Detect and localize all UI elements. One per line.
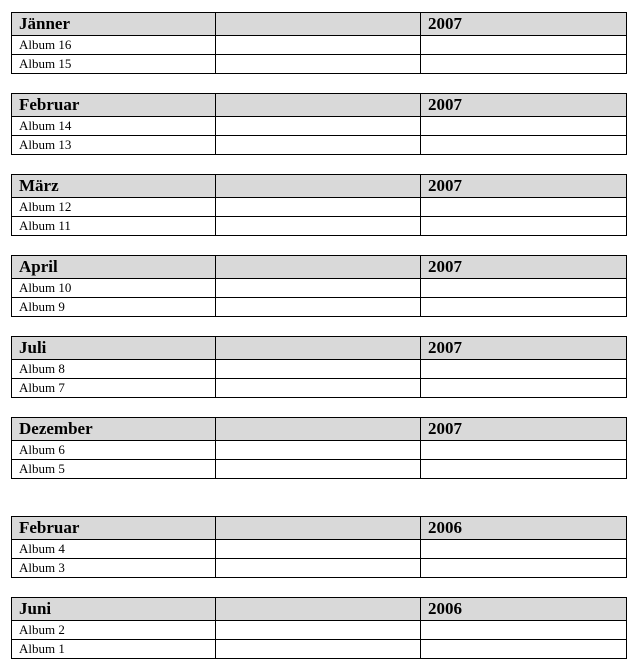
year-cell: 2007 — [421, 175, 627, 198]
empty-cell — [421, 136, 627, 155]
album-name: Album 8 — [12, 360, 216, 379]
month-name: März — [12, 175, 216, 198]
empty-cell — [421, 460, 627, 479]
empty-cell — [216, 460, 421, 479]
empty-cell — [421, 640, 627, 659]
album-name: Album 10 — [12, 279, 216, 298]
table-row — [12, 279, 627, 298]
album-name: Album 15 — [12, 55, 216, 74]
table-row — [12, 621, 627, 640]
header-empty-cell — [216, 517, 421, 540]
album-name: Album 4 — [12, 540, 216, 559]
table-row — [12, 460, 627, 479]
month-name: Juni — [12, 598, 216, 621]
year-cell: 2007 — [421, 337, 627, 360]
year-cell: 2007 — [421, 418, 627, 441]
empty-cell — [216, 198, 421, 217]
album-name: Album 7 — [12, 379, 216, 398]
album-name: Album 11 — [12, 217, 216, 236]
month-header-row — [12, 517, 627, 540]
empty-cell — [216, 117, 421, 136]
empty-cell — [421, 379, 627, 398]
table-row — [12, 117, 627, 136]
album-name: Album 14 — [12, 117, 216, 136]
album-name: Album 9 — [12, 298, 216, 317]
album-name: Album 6 — [12, 441, 216, 460]
month-table — [11, 516, 627, 578]
table-row — [12, 640, 627, 659]
album-name: Album 2 — [12, 621, 216, 640]
empty-cell — [421, 441, 627, 460]
month-name: Juli — [12, 337, 216, 360]
empty-cell — [216, 379, 421, 398]
empty-cell — [421, 217, 627, 236]
empty-cell — [216, 360, 421, 379]
month-name: Februar — [12, 94, 216, 117]
month-table — [11, 12, 627, 74]
empty-cell — [216, 441, 421, 460]
month-table — [11, 336, 627, 398]
year-cell: 2007 — [421, 13, 627, 36]
empty-cell — [216, 540, 421, 559]
empty-cell — [421, 559, 627, 578]
year-cell: 2007 — [421, 256, 627, 279]
empty-cell — [421, 117, 627, 136]
header-empty-cell — [216, 256, 421, 279]
album-name: Album 12 — [12, 198, 216, 217]
month-table — [11, 417, 627, 479]
table-row — [12, 559, 627, 578]
empty-cell — [216, 217, 421, 236]
header-empty-cell — [216, 175, 421, 198]
month-header-row — [12, 598, 627, 621]
month-name: Jänner — [12, 13, 216, 36]
month-header-row — [12, 13, 627, 36]
table-row — [12, 540, 627, 559]
header-empty-cell — [216, 337, 421, 360]
month-table — [11, 255, 627, 317]
header-empty-cell — [216, 94, 421, 117]
empty-cell — [216, 36, 421, 55]
header-empty-cell — [216, 418, 421, 441]
month-table — [11, 93, 627, 155]
month-header-row — [12, 337, 627, 360]
month-name: April — [12, 256, 216, 279]
month-header-row — [12, 418, 627, 441]
empty-cell — [421, 36, 627, 55]
table-row — [12, 198, 627, 217]
empty-cell — [216, 279, 421, 298]
empty-cell — [216, 640, 421, 659]
empty-cell — [421, 55, 627, 74]
empty-cell — [421, 298, 627, 317]
month-name: Dezember — [12, 418, 216, 441]
year-cell: 2007 — [421, 94, 627, 117]
empty-cell — [216, 621, 421, 640]
album-name: Album 1 — [12, 640, 216, 659]
empty-cell — [421, 360, 627, 379]
album-name: Album 13 — [12, 136, 216, 155]
album-name: Album 3 — [12, 559, 216, 578]
year-cell: 2006 — [421, 598, 627, 621]
header-empty-cell — [216, 598, 421, 621]
empty-cell — [216, 559, 421, 578]
album-name: Album 5 — [12, 460, 216, 479]
header-empty-cell — [216, 13, 421, 36]
table-row — [12, 36, 627, 55]
month-header-row — [12, 175, 627, 198]
table-row — [12, 379, 627, 398]
table-row — [12, 298, 627, 317]
table-row — [12, 441, 627, 460]
month-name: Februar — [12, 517, 216, 540]
empty-cell — [216, 298, 421, 317]
empty-cell — [216, 136, 421, 155]
table-row — [12, 136, 627, 155]
table-row — [12, 360, 627, 379]
month-header-row — [12, 94, 627, 117]
table-row — [12, 217, 627, 236]
empty-cell — [421, 279, 627, 298]
month-header-row — [12, 256, 627, 279]
empty-cell — [421, 198, 627, 217]
empty-cell — [421, 540, 627, 559]
empty-cell — [216, 55, 421, 74]
table-row — [12, 55, 627, 74]
album-name: Album 16 — [12, 36, 216, 55]
month-table — [11, 174, 627, 236]
month-table — [11, 597, 627, 659]
empty-cell — [421, 621, 627, 640]
year-cell: 2006 — [421, 517, 627, 540]
